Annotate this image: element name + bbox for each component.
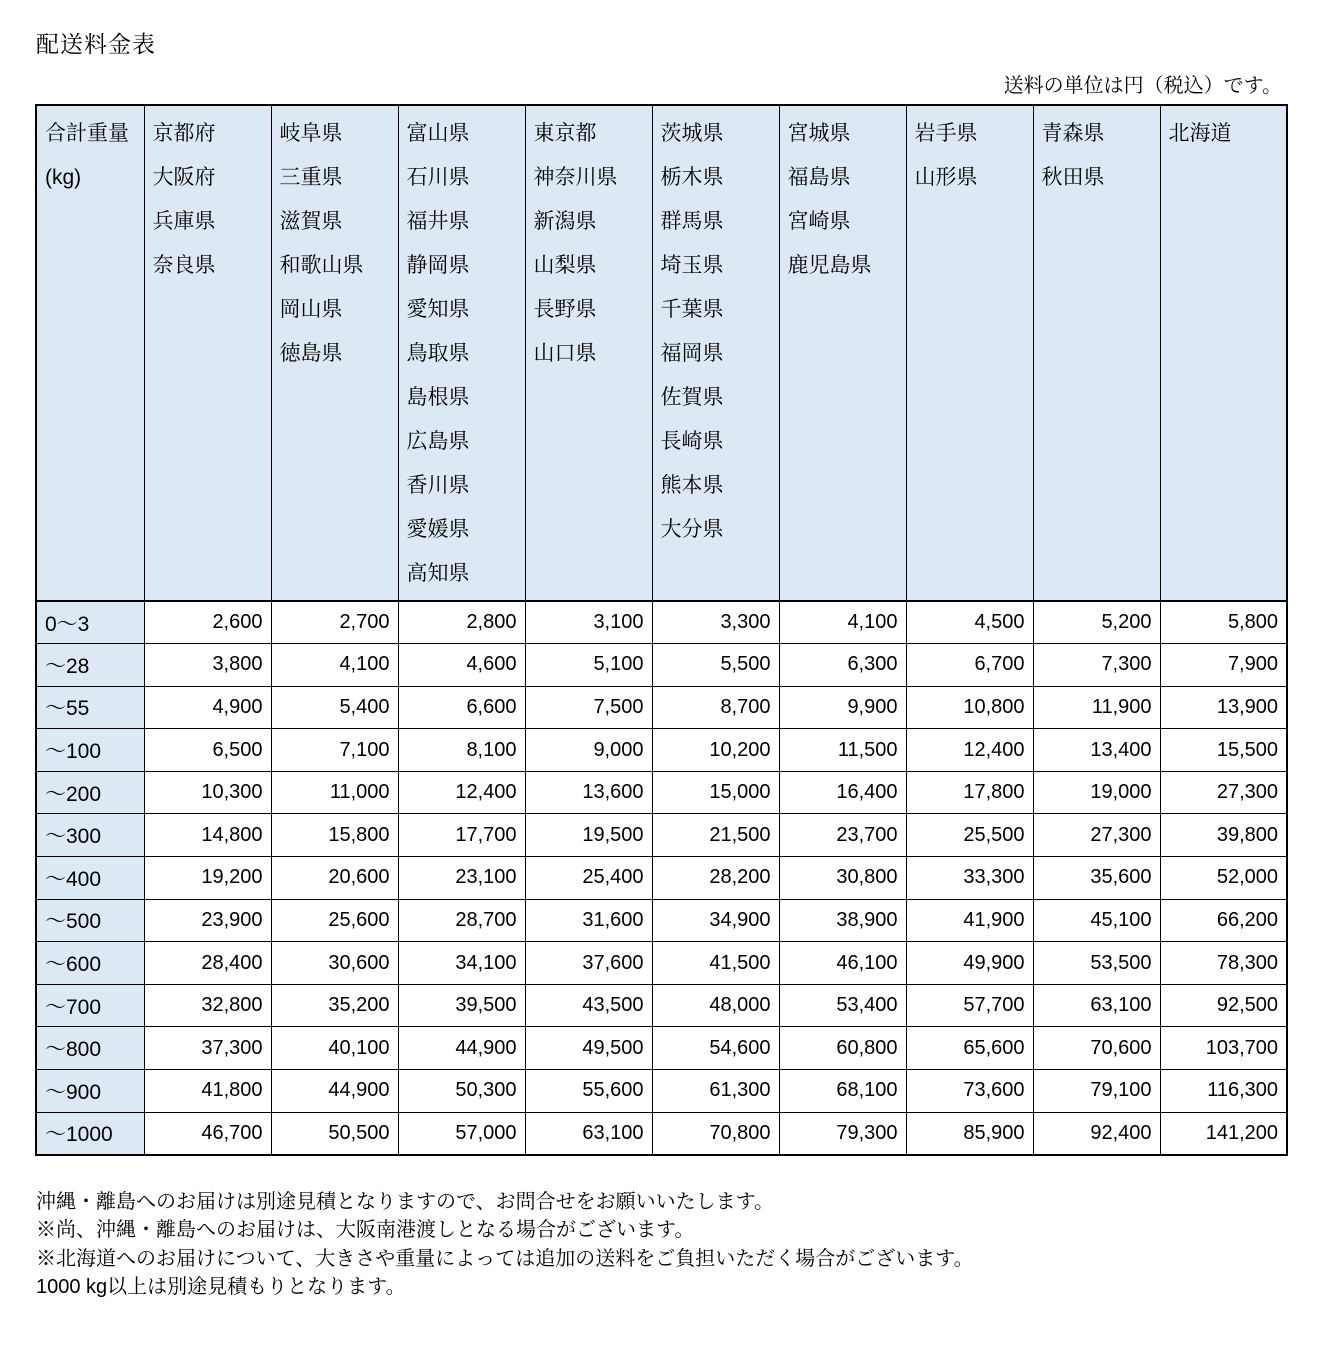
footnote: 1000 kg以上は別途見積もりとなります。	[36, 1276, 406, 1299]
fee-value-cell: 23,100	[398, 857, 525, 900]
region-header-cell-5	[652, 105, 779, 601]
fee-value-cell: 4,100	[271, 644, 398, 687]
fee-value-cell: 3,100	[525, 601, 652, 644]
prefecture-label: 大分県	[660, 518, 724, 541]
footnotes	[36, 1188, 1320, 1302]
fee-value-cell: 4,100	[779, 601, 906, 644]
fee-value-cell: 60,800	[779, 1027, 906, 1070]
prefecture-label: 大阪府	[152, 166, 216, 189]
fee-value-cell: 20,600	[271, 857, 398, 900]
fee-value-cell: 13,900	[1160, 686, 1287, 729]
fee-value-cell: 25,400	[525, 857, 652, 900]
fee-value-cell: 4,500	[906, 601, 1033, 644]
table-row	[36, 984, 1287, 1027]
fee-value-cell: 46,100	[779, 942, 906, 985]
prefecture-label: 山形県	[914, 166, 978, 189]
table-row	[36, 644, 1287, 687]
fee-value-cell: 23,700	[779, 814, 906, 857]
table-row	[36, 771, 1287, 814]
fee-value-cell: 63,100	[525, 1112, 652, 1155]
fee-value-cell: 78,300	[1160, 942, 1287, 985]
fee-value-cell: 5,100	[525, 644, 652, 687]
fee-value-cell: 48,000	[652, 984, 779, 1027]
fee-value-cell: 65,600	[906, 1027, 1033, 1070]
prefecture-label: 栃木県	[660, 166, 724, 189]
fee-value-cell: 11,500	[779, 729, 906, 772]
fee-value-cell: 53,500	[1033, 942, 1160, 985]
region-header-cell-4	[525, 105, 652, 601]
fee-value-cell: 28,700	[398, 899, 525, 942]
prefecture-label: 群馬県	[660, 210, 724, 233]
weight-range-label: ～600	[36, 942, 144, 985]
weight-range-label: 0～3	[36, 601, 144, 644]
fee-value-cell: 70,600	[1033, 1027, 1160, 1070]
fee-value-cell: 6,600	[398, 686, 525, 729]
fee-value-cell: 13,600	[525, 771, 652, 814]
region-header-cell-1	[144, 105, 271, 601]
prefecture-label: 東京都	[533, 122, 597, 145]
fee-value-cell: 5,800	[1160, 601, 1287, 644]
prefecture-label: 茨城県	[660, 122, 724, 145]
prefecture-label: 宮崎県	[787, 210, 851, 233]
prefecture-label: 熊本県	[660, 474, 724, 497]
prefecture-label: 長崎県	[660, 430, 724, 453]
weight-range-label: ～100	[36, 729, 144, 772]
table-row	[36, 1112, 1287, 1155]
fee-value-cell: 27,300	[1160, 771, 1287, 814]
prefecture-label: 福島県	[787, 166, 851, 189]
table-row	[36, 601, 1287, 644]
fee-value-cell: 2,600	[144, 601, 271, 644]
fee-value-cell: 5,400	[271, 686, 398, 729]
prefecture-label: 宮城県	[787, 122, 851, 145]
table-row	[36, 942, 1287, 985]
fee-value-cell: 11,000	[271, 771, 398, 814]
prefecture-label: 愛知県	[406, 298, 470, 321]
fee-value-cell: 14,800	[144, 814, 271, 857]
fee-value-cell: 55,600	[525, 1070, 652, 1113]
fee-value-cell: 103,700	[1160, 1027, 1287, 1070]
region-header-cell-8	[1033, 105, 1160, 601]
fee-value-cell: 2,700	[271, 601, 398, 644]
fee-value-cell: 19,500	[525, 814, 652, 857]
fee-value-cell: 31,600	[525, 899, 652, 942]
fee-value-cell: 6,700	[906, 644, 1033, 687]
fee-value-cell: 12,400	[398, 771, 525, 814]
fee-value-cell: 25,500	[906, 814, 1033, 857]
prefecture-label: 千葉県	[660, 298, 724, 321]
fee-value-cell: 19,000	[1033, 771, 1160, 814]
fee-value-cell: 34,100	[398, 942, 525, 985]
prefecture-label: 島根県	[406, 386, 470, 409]
prefecture-label: 高知県	[406, 562, 470, 585]
fee-value-cell: 34,900	[652, 899, 779, 942]
unit-note: 送料の単位は円（税込）です。	[1003, 75, 1282, 97]
fee-value-cell: 30,800	[779, 857, 906, 900]
weight-range-label: ～500	[36, 899, 144, 942]
fee-value-cell: 5,200	[1033, 601, 1160, 644]
fee-value-cell: 141,200	[1160, 1112, 1287, 1155]
fee-value-cell: 66,200	[1160, 899, 1287, 942]
region-header-cell-3	[398, 105, 525, 601]
fee-value-cell: 13,400	[1033, 729, 1160, 772]
prefecture-label: 富山県	[406, 122, 470, 145]
table-row	[36, 1027, 1287, 1070]
fee-value-cell: 7,900	[1160, 644, 1287, 687]
prefecture-label: 福井県	[406, 210, 470, 233]
fee-value-cell: 57,000	[398, 1112, 525, 1155]
fee-value-cell: 6,300	[779, 644, 906, 687]
prefecture-label: 石川県	[406, 166, 470, 189]
prefecture-label: 北海道	[1168, 122, 1232, 145]
weight-range-label: ～400	[36, 857, 144, 900]
fee-value-cell: 8,100	[398, 729, 525, 772]
table-row	[36, 899, 1287, 942]
fee-value-cell: 50,300	[398, 1070, 525, 1113]
fee-value-cell: 43,500	[525, 984, 652, 1027]
prefecture-label: 静岡県	[406, 254, 470, 277]
fee-value-cell: 4,900	[144, 686, 271, 729]
fee-value-cell: 41,800	[144, 1070, 271, 1113]
fee-value-cell: 7,300	[1033, 644, 1160, 687]
prefecture-label: 山口県	[533, 342, 597, 365]
fee-value-cell: 70,800	[652, 1112, 779, 1155]
prefecture-label: 佐賀県	[660, 386, 724, 409]
prefecture-label: 奈良県	[152, 254, 216, 277]
fee-value-cell: 15,000	[652, 771, 779, 814]
fee-value-cell: 35,600	[1033, 857, 1160, 900]
prefecture-label: 和歌山県	[279, 254, 364, 277]
fee-value-cell: 79,100	[1033, 1070, 1160, 1113]
weight-header-line2: (kg)	[45, 166, 82, 189]
fee-value-cell: 44,900	[398, 1027, 525, 1070]
fee-value-cell: 79,300	[779, 1112, 906, 1155]
fee-value-cell: 49,500	[525, 1027, 652, 1070]
fee-value-cell: 46,700	[144, 1112, 271, 1155]
footnote: 沖縄・離島へのお届けは別途見積となりますので、お問合せをお願いいたします。	[36, 1190, 774, 1213]
fee-value-cell: 35,200	[271, 984, 398, 1027]
prefecture-label: 鳥取県	[406, 342, 470, 365]
weight-range-label: ～300	[36, 814, 144, 857]
prefecture-label: 広島県	[406, 430, 470, 453]
fee-value-cell: 85,900	[906, 1112, 1033, 1155]
table-row	[36, 857, 1287, 900]
prefecture-label: 福岡県	[660, 342, 724, 365]
fee-value-cell: 16,400	[779, 771, 906, 814]
fee-value-cell: 37,600	[525, 942, 652, 985]
fee-value-cell: 68,100	[779, 1070, 906, 1113]
prefecture-label: 京都府	[152, 122, 216, 145]
fee-value-cell: 40,100	[271, 1027, 398, 1070]
region-header-cell-7	[906, 105, 1033, 601]
fee-value-cell: 28,200	[652, 857, 779, 900]
fee-value-cell: 9,900	[779, 686, 906, 729]
fee-value-cell: 17,800	[906, 771, 1033, 814]
weight-range-label: ～55	[36, 686, 144, 729]
fee-value-cell: 92,500	[1160, 984, 1287, 1027]
fee-value-cell: 73,600	[906, 1070, 1033, 1113]
fee-value-cell: 15,800	[271, 814, 398, 857]
footnote: ※尚、沖縄・離島へのお届けは、大阪南港渡しとなる場合がございます。	[36, 1219, 695, 1242]
fee-value-cell: 17,700	[398, 814, 525, 857]
region-header-cell-9	[1160, 105, 1287, 601]
fee-value-cell: 23,900	[144, 899, 271, 942]
fee-value-cell: 52,000	[1160, 857, 1287, 900]
fee-value-cell: 45,100	[1033, 899, 1160, 942]
fee-value-cell: 50,500	[271, 1112, 398, 1155]
fee-value-cell: 39,800	[1160, 814, 1287, 857]
weight-header-line1: 合計重量	[45, 122, 129, 145]
fee-value-cell: 4,600	[398, 644, 525, 687]
fee-value-cell: 5,500	[652, 644, 779, 687]
prefecture-label: 徳島県	[279, 342, 343, 365]
shipping-fee-table	[35, 104, 1288, 1156]
fee-value-cell: 32,800	[144, 984, 271, 1027]
prefecture-label: 岡山県	[279, 298, 343, 321]
fee-value-cell: 27,300	[1033, 814, 1160, 857]
fee-value-cell: 15,500	[1160, 729, 1287, 772]
region-header-cell-2	[271, 105, 398, 601]
fee-value-cell: 54,600	[652, 1027, 779, 1070]
weight-header-cell	[36, 105, 144, 601]
fee-value-cell: 44,900	[271, 1070, 398, 1113]
prefecture-label: 埼玉県	[660, 254, 724, 277]
fee-value-cell: 8,700	[652, 686, 779, 729]
prefecture-label: 秋田県	[1041, 166, 1105, 189]
weight-range-label: ～900	[36, 1070, 144, 1113]
fee-value-cell: 19,200	[144, 857, 271, 900]
fee-value-cell: 57,700	[906, 984, 1033, 1027]
prefecture-label: 長野県	[533, 298, 597, 321]
prefecture-label: 兵庫県	[152, 210, 216, 233]
prefecture-label: 鹿児島県	[787, 254, 872, 277]
prefecture-label: 岩手県	[914, 122, 978, 145]
weight-range-label: ～800	[36, 1027, 144, 1070]
fee-value-cell: 63,100	[1033, 984, 1160, 1027]
fee-value-cell: 3,300	[652, 601, 779, 644]
weight-range-label: ～200	[36, 771, 144, 814]
fee-value-cell: 10,200	[652, 729, 779, 772]
prefecture-label: 香川県	[406, 474, 470, 497]
prefecture-label: 滋賀県	[279, 210, 343, 233]
fee-value-cell: 3,800	[144, 644, 271, 687]
prefecture-label: 岐阜県	[279, 122, 343, 145]
table-header-row	[36, 105, 1287, 601]
fee-value-cell: 61,300	[652, 1070, 779, 1113]
fee-value-cell: 39,500	[398, 984, 525, 1027]
fee-value-cell: 33,300	[906, 857, 1033, 900]
weight-range-label: ～700	[36, 984, 144, 1027]
table-row	[36, 814, 1287, 857]
region-header-cell-6	[779, 105, 906, 601]
fee-value-cell: 49,900	[906, 942, 1033, 985]
fee-value-cell: 38,900	[779, 899, 906, 942]
weight-range-label: ～1000	[36, 1112, 144, 1155]
prefecture-label: 愛媛県	[406, 518, 470, 541]
prefecture-label: 三重県	[279, 166, 343, 189]
fee-value-cell: 41,500	[652, 942, 779, 985]
fee-value-cell: 21,500	[652, 814, 779, 857]
fee-value-cell: 12,400	[906, 729, 1033, 772]
fee-value-cell: 10,300	[144, 771, 271, 814]
fee-value-cell: 25,600	[271, 899, 398, 942]
fee-value-cell: 92,400	[1033, 1112, 1160, 1155]
fee-value-cell: 37,300	[144, 1027, 271, 1070]
footnote: ※北海道へのお届けについて、大きさや重量によっては追加の送料をご負担いただく場合がございます。	[36, 1247, 974, 1270]
fee-value-cell: 116,300	[1160, 1070, 1287, 1113]
fee-value-cell: 2,800	[398, 601, 525, 644]
prefecture-label: 神奈川県	[533, 166, 618, 189]
weight-range-label: ～28	[36, 644, 144, 687]
fee-value-cell: 7,100	[271, 729, 398, 772]
fee-value-cell: 9,000	[525, 729, 652, 772]
fee-value-cell: 28,400	[144, 942, 271, 985]
fee-value-cell: 53,400	[779, 984, 906, 1027]
prefecture-label: 山梨県	[533, 254, 597, 277]
prefecture-label: 青森県	[1041, 122, 1105, 145]
table-body	[36, 601, 1287, 1155]
page-title: 配送料金表	[36, 31, 156, 57]
prefecture-label: 新潟県	[533, 210, 597, 233]
table-row	[36, 686, 1287, 729]
table-row	[36, 1070, 1287, 1113]
fee-value-cell: 11,900	[1033, 686, 1160, 729]
fee-value-cell: 30,600	[271, 942, 398, 985]
fee-value-cell: 10,800	[906, 686, 1033, 729]
fee-value-cell: 41,900	[906, 899, 1033, 942]
fee-value-cell: 7,500	[525, 686, 652, 729]
fee-value-cell: 6,500	[144, 729, 271, 772]
table-row	[36, 729, 1287, 772]
